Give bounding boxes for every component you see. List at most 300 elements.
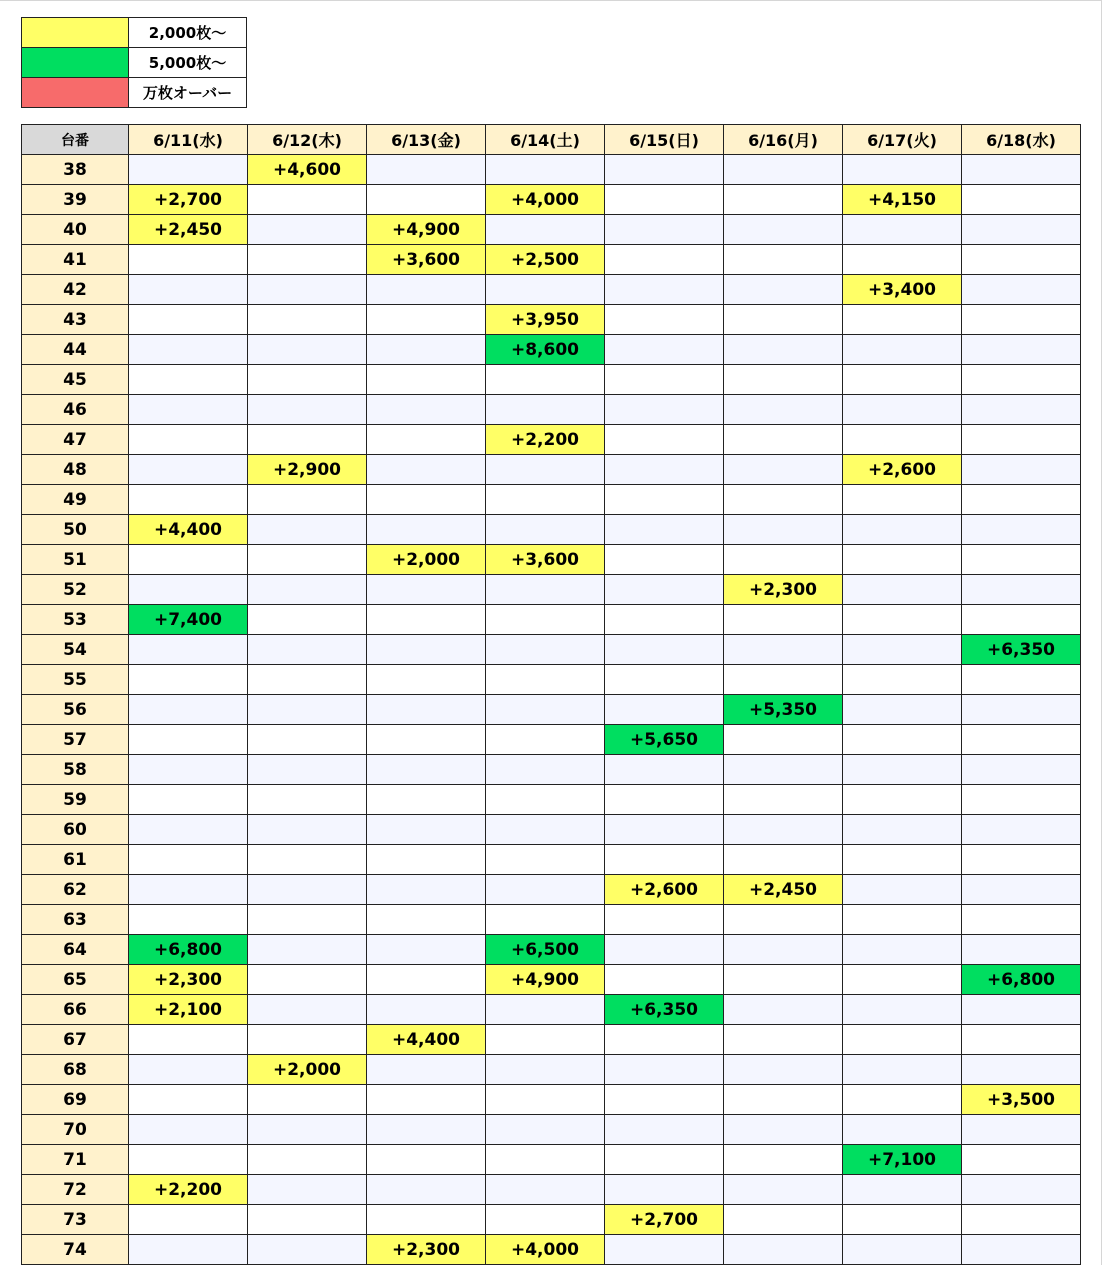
machine-number: 51 <box>22 545 129 575</box>
machine-number: 59 <box>22 785 129 815</box>
payout-cell <box>724 1025 843 1055</box>
payout-cell <box>843 635 962 665</box>
payout-cell <box>486 455 605 485</box>
payout-cell <box>367 665 486 695</box>
payout-cell <box>724 905 843 935</box>
payout-cell: +4,900 <box>486 965 605 995</box>
payout-cell <box>843 335 962 365</box>
payout-cell <box>724 1175 843 1205</box>
payout-cell <box>486 995 605 1025</box>
payout-cell <box>248 905 367 935</box>
machine-number: 46 <box>22 395 129 425</box>
payout-cell: +4,150 <box>843 185 962 215</box>
table-row <box>22 1175 1081 1205</box>
payout-cell <box>724 725 843 755</box>
payout-cell <box>605 455 724 485</box>
payout-cell <box>843 395 962 425</box>
table-row <box>22 1235 1081 1265</box>
table-row <box>22 845 1081 875</box>
payout-cell <box>605 605 724 635</box>
payout-cell <box>248 545 367 575</box>
payout-cell <box>367 755 486 785</box>
payout-cell <box>724 155 843 185</box>
machine-number: 48 <box>22 455 129 485</box>
payout-cell <box>843 665 962 695</box>
payout-cell <box>962 1115 1081 1145</box>
payout-cell <box>248 725 367 755</box>
machine-number: 42 <box>22 275 129 305</box>
payout-cell <box>843 875 962 905</box>
payout-cell <box>129 1025 248 1055</box>
payout-cell <box>962 425 1081 455</box>
payout-cell <box>367 995 486 1025</box>
payout-cell <box>724 185 843 215</box>
payout-cell <box>248 935 367 965</box>
payout-cell <box>248 665 367 695</box>
payout-cell <box>724 365 843 395</box>
table-row <box>22 185 1081 215</box>
payout-cell <box>248 1115 367 1145</box>
payout-cell <box>962 905 1081 935</box>
payout-cell <box>129 1085 248 1115</box>
payout-cell <box>248 965 367 995</box>
table-row <box>22 155 1081 185</box>
payout-cell: +3,950 <box>486 305 605 335</box>
payout-cell <box>486 1115 605 1145</box>
payout-cell <box>129 815 248 845</box>
payout-cell <box>129 245 248 275</box>
payout-cell <box>962 515 1081 545</box>
payout-cell <box>248 215 367 245</box>
machine-number: 39 <box>22 185 129 215</box>
table-row <box>22 1085 1081 1115</box>
payout-cell <box>129 1145 248 1175</box>
payout-cell <box>129 1115 248 1145</box>
table-row <box>22 1025 1081 1055</box>
table-row <box>22 1205 1081 1235</box>
payout-cell <box>724 965 843 995</box>
payout-cell <box>724 335 843 365</box>
table-row <box>22 1115 1081 1145</box>
payout-cell <box>367 785 486 815</box>
machine-number: 71 <box>22 1145 129 1175</box>
payout-cell <box>724 515 843 545</box>
machine-number: 41 <box>22 245 129 275</box>
payout-cell <box>129 425 248 455</box>
payout-cell <box>486 755 605 785</box>
table-row <box>22 965 1081 995</box>
payout-cell: +2,300 <box>367 1235 486 1265</box>
payout-cell: +4,400 <box>367 1025 486 1055</box>
machine-number: 67 <box>22 1025 129 1055</box>
payout-cell <box>367 425 486 455</box>
payout-cell <box>367 935 486 965</box>
payout-cell <box>486 1085 605 1115</box>
payout-cell <box>605 785 724 815</box>
payout-cell <box>605 515 724 545</box>
legend-swatch <box>22 78 129 108</box>
column-header-date: 6/14(土) <box>486 125 605 155</box>
payout-cell <box>129 1055 248 1085</box>
table-row <box>22 395 1081 425</box>
payout-cell <box>605 665 724 695</box>
payout-cell <box>248 995 367 1025</box>
payout-cell: +6,800 <box>129 935 248 965</box>
legend-row <box>22 78 247 108</box>
payout-cell <box>486 275 605 305</box>
payout-cell <box>129 755 248 785</box>
payout-cell <box>843 1055 962 1085</box>
payout-cell <box>843 155 962 185</box>
payout-cell <box>724 1085 843 1115</box>
payout-cell: +8,600 <box>486 335 605 365</box>
payout-cell <box>367 155 486 185</box>
payout-cell <box>486 485 605 515</box>
table-row <box>22 425 1081 455</box>
payout-cell <box>486 365 605 395</box>
payout-cell: +2,500 <box>486 245 605 275</box>
column-header-date: 6/13(金) <box>367 125 486 155</box>
payout-cell <box>724 785 843 815</box>
payout-cell <box>962 1025 1081 1055</box>
payout-cell <box>962 275 1081 305</box>
table-row <box>22 545 1081 575</box>
payout-cell <box>486 605 605 635</box>
machine-number: 53 <box>22 605 129 635</box>
payout-cell <box>486 1175 605 1205</box>
payout-cell <box>724 1115 843 1145</box>
payout-cell <box>248 1145 367 1175</box>
payout-cell <box>248 1175 367 1205</box>
payout-cell: +2,300 <box>129 965 248 995</box>
legend-row <box>22 48 247 78</box>
payout-cell <box>129 335 248 365</box>
machine-number: 50 <box>22 515 129 545</box>
legend-row <box>22 18 247 48</box>
payout-cell <box>248 485 367 515</box>
payout-cell <box>486 1145 605 1175</box>
machine-number: 52 <box>22 575 129 605</box>
payout-cell <box>605 845 724 875</box>
payout-cell <box>843 1205 962 1235</box>
payout-cell <box>605 1115 724 1145</box>
payout-cell: +2,000 <box>248 1055 367 1085</box>
payout-cell <box>367 485 486 515</box>
payout-cell <box>605 695 724 725</box>
payout-cell <box>248 1235 367 1265</box>
payout-cell: +2,700 <box>129 185 248 215</box>
payout-cell: +2,200 <box>486 425 605 455</box>
payout-cell <box>843 905 962 935</box>
payout-cell: +3,600 <box>367 245 486 275</box>
machine-number: 66 <box>22 995 129 1025</box>
payout-cell <box>605 215 724 245</box>
payout-cell: +6,350 <box>962 635 1081 665</box>
payout-cell <box>367 305 486 335</box>
table-row <box>22 695 1081 725</box>
table-row <box>22 995 1081 1025</box>
machine-number: 61 <box>22 845 129 875</box>
payout-cell <box>605 545 724 575</box>
table-row <box>22 875 1081 905</box>
payout-cell: +7,100 <box>843 1145 962 1175</box>
top-border <box>0 0 1102 1</box>
payout-cell <box>129 575 248 605</box>
payout-cell: +2,600 <box>843 455 962 485</box>
payout-cell <box>248 335 367 365</box>
payout-cell <box>724 1235 843 1265</box>
payout-cell <box>724 605 843 635</box>
machine-number: 49 <box>22 485 129 515</box>
column-header-date: 6/11(水) <box>129 125 248 155</box>
table-row <box>22 1055 1081 1085</box>
payout-cell <box>605 425 724 455</box>
machine-number: 56 <box>22 695 129 725</box>
payout-cell <box>367 1085 486 1115</box>
payout-cell <box>129 695 248 725</box>
payout-cell <box>605 965 724 995</box>
payout-cell <box>724 935 843 965</box>
column-header-date: 6/12(木) <box>248 125 367 155</box>
payout-cell: +4,000 <box>486 1235 605 1265</box>
payout-cell <box>843 575 962 605</box>
payout-cell <box>248 305 367 335</box>
payout-cell <box>605 275 724 305</box>
payout-cell <box>248 845 367 875</box>
payout-cell <box>843 515 962 545</box>
machine-number: 54 <box>22 635 129 665</box>
payout-cell <box>724 1055 843 1085</box>
legend-swatch <box>22 48 129 78</box>
payout-cell <box>843 305 962 335</box>
payout-cell <box>486 155 605 185</box>
payout-cell <box>129 785 248 815</box>
payout-cell: +6,800 <box>962 965 1081 995</box>
payout-cell <box>486 875 605 905</box>
payout-cell <box>843 845 962 875</box>
payout-cell <box>962 605 1081 635</box>
payout-table <box>21 124 1081 1265</box>
payout-cell <box>605 335 724 365</box>
column-header-date: 6/17(火) <box>843 125 962 155</box>
payout-cell <box>724 455 843 485</box>
payout-cell <box>129 395 248 425</box>
column-header-machine-no: 台番 <box>22 125 129 155</box>
payout-cell <box>962 155 1081 185</box>
payout-cell <box>962 1235 1081 1265</box>
payout-cell <box>962 995 1081 1025</box>
payout-cell <box>248 275 367 305</box>
table-row <box>22 665 1081 695</box>
payout-cell <box>129 875 248 905</box>
legend-table <box>21 17 247 108</box>
table-row <box>22 905 1081 935</box>
payout-cell <box>843 695 962 725</box>
table-row <box>22 605 1081 635</box>
payout-cell: +3,500 <box>962 1085 1081 1115</box>
payout-cell <box>724 1205 843 1235</box>
payout-cell: +2,000 <box>367 545 486 575</box>
legend-label: 5,000枚～ <box>129 48 247 78</box>
machine-number: 62 <box>22 875 129 905</box>
payout-cell <box>486 575 605 605</box>
table-row <box>22 515 1081 545</box>
payout-cell <box>486 905 605 935</box>
payout-cell <box>962 1205 1081 1235</box>
payout-cell <box>367 905 486 935</box>
table-row <box>22 365 1081 395</box>
table-row <box>22 725 1081 755</box>
payout-cell <box>724 755 843 785</box>
payout-cell <box>724 1145 843 1175</box>
machine-number: 64 <box>22 935 129 965</box>
table-row <box>22 755 1081 785</box>
payout-cell <box>129 725 248 755</box>
payout-cell <box>605 155 724 185</box>
machine-number: 60 <box>22 815 129 845</box>
payout-cell <box>724 485 843 515</box>
payout-cell <box>129 665 248 695</box>
payout-cell <box>605 1085 724 1115</box>
payout-cell <box>843 1025 962 1055</box>
payout-cell <box>843 545 962 575</box>
payout-cell <box>129 455 248 485</box>
payout-cell <box>962 665 1081 695</box>
payout-cell <box>962 725 1081 755</box>
payout-cell <box>724 665 843 695</box>
payout-cell <box>486 395 605 425</box>
table-row <box>22 575 1081 605</box>
payout-cell <box>843 935 962 965</box>
payout-cell <box>367 1145 486 1175</box>
machine-number: 57 <box>22 725 129 755</box>
payout-cell <box>129 155 248 185</box>
payout-cell <box>367 395 486 425</box>
column-header-date: 6/15(日) <box>605 125 724 155</box>
payout-cell <box>962 575 1081 605</box>
payout-cell <box>605 905 724 935</box>
payout-cell <box>248 755 367 785</box>
payout-cell: +2,300 <box>724 575 843 605</box>
payout-cell <box>843 965 962 995</box>
payout-cell <box>486 725 605 755</box>
payout-cell: +4,000 <box>486 185 605 215</box>
payout-cell <box>367 605 486 635</box>
payout-cell <box>486 515 605 545</box>
payout-cell <box>248 1205 367 1235</box>
payout-cell: +6,350 <box>605 995 724 1025</box>
payout-cell: +2,100 <box>129 995 248 1025</box>
payout-cell <box>724 215 843 245</box>
payout-cell <box>962 845 1081 875</box>
payout-cell <box>962 1055 1081 1085</box>
payout-cell <box>486 665 605 695</box>
payout-cell <box>843 215 962 245</box>
payout-cell <box>248 1025 367 1055</box>
payout-cell <box>962 245 1081 275</box>
table-row <box>22 215 1081 245</box>
payout-cell: +2,200 <box>129 1175 248 1205</box>
payout-cell <box>367 515 486 545</box>
payout-cell <box>248 635 367 665</box>
table-row <box>22 1145 1081 1175</box>
table-row <box>22 785 1081 815</box>
payout-cell <box>605 935 724 965</box>
payout-cell: +2,450 <box>129 215 248 245</box>
payout-cell <box>129 635 248 665</box>
payout-cell <box>843 425 962 455</box>
payout-cell <box>605 1235 724 1265</box>
machine-number: 74 <box>22 1235 129 1265</box>
payout-cell <box>367 695 486 725</box>
payout-cell <box>367 275 486 305</box>
payout-cell <box>129 1235 248 1265</box>
payout-cell <box>605 1025 724 1055</box>
payout-cell <box>367 185 486 215</box>
payout-cell: +7,400 <box>129 605 248 635</box>
payout-cell <box>248 575 367 605</box>
payout-cell: +4,900 <box>367 215 486 245</box>
table-row <box>22 245 1081 275</box>
machine-number: 69 <box>22 1085 129 1115</box>
payout-cell <box>962 455 1081 485</box>
payout-cell: +2,450 <box>724 875 843 905</box>
payout-cell <box>724 305 843 335</box>
payout-cell <box>486 1025 605 1055</box>
payout-cell <box>129 365 248 395</box>
payout-cell <box>843 485 962 515</box>
legend-label: 万枚オーバー <box>129 78 247 108</box>
payout-cell <box>367 1055 486 1085</box>
payout-cell <box>605 245 724 275</box>
machine-number: 38 <box>22 155 129 185</box>
payout-cell <box>248 425 367 455</box>
payout-cell <box>129 1205 248 1235</box>
payout-cell <box>962 305 1081 335</box>
table-row <box>22 455 1081 485</box>
machine-number: 65 <box>22 965 129 995</box>
payout-cell: +4,400 <box>129 515 248 545</box>
machine-number: 40 <box>22 215 129 245</box>
table-row <box>22 635 1081 665</box>
payout-cell <box>248 605 367 635</box>
payout-cell <box>962 695 1081 725</box>
payout-cell <box>843 605 962 635</box>
payout-cell <box>843 725 962 755</box>
payout-cell <box>843 365 962 395</box>
payout-cell <box>843 755 962 785</box>
table-row <box>22 335 1081 365</box>
payout-cell <box>367 875 486 905</box>
payout-cell: +2,700 <box>605 1205 724 1235</box>
payout-cell <box>962 365 1081 395</box>
payout-cell <box>248 695 367 725</box>
machine-number: 70 <box>22 1115 129 1145</box>
payout-cell <box>367 845 486 875</box>
legend-swatch <box>22 18 129 48</box>
payout-cell <box>843 1175 962 1205</box>
machine-number: 45 <box>22 365 129 395</box>
machine-number: 63 <box>22 905 129 935</box>
payout-cell <box>605 395 724 425</box>
payout-cell <box>724 635 843 665</box>
machine-number: 72 <box>22 1175 129 1205</box>
payout-cell <box>724 545 843 575</box>
payout-cell <box>724 245 843 275</box>
payout-cell <box>962 815 1081 845</box>
payout-cell <box>724 425 843 455</box>
table-row <box>22 485 1081 515</box>
